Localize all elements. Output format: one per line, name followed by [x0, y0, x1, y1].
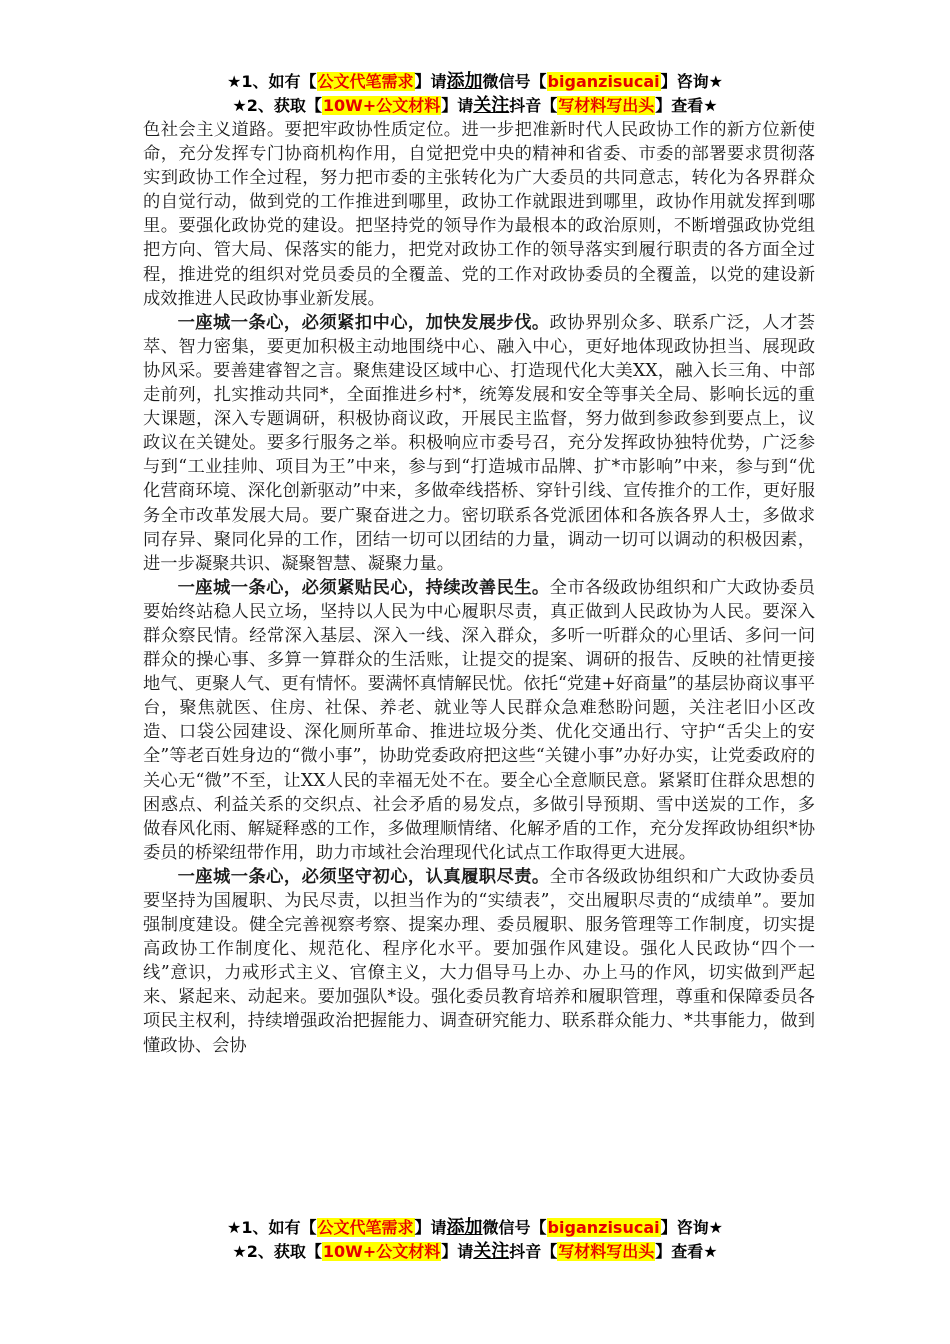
header-promo-banner: [0, 70, 950, 118]
footer-promo-banner: [0, 1216, 950, 1264]
promo-text: ★2、获取【: [232, 1242, 322, 1261]
paragraph-lead: 一座城一条心，必须坚守初心，认真履职尽责。: [177, 866, 550, 887]
promo-text: 】请: [441, 96, 474, 115]
promo-highlight: biganzisucai: [547, 1218, 660, 1237]
promo-text: 】请: [441, 1242, 474, 1261]
promo-emphasis: 关注: [473, 95, 510, 116]
promo-highlight: 写材料写出头: [558, 1242, 655, 1261]
promo-text: 微信号【: [482, 1218, 547, 1237]
paragraph-lead: 一座城一条心，必须紧贴民心，持续改善民生。: [177, 577, 550, 598]
promo-emphasis: 添加: [446, 1217, 483, 1238]
promo-text: ★1、如有【: [227, 1218, 317, 1237]
promo-text: 微信号【: [482, 72, 547, 91]
promo-text: ★1、如有【: [227, 72, 317, 91]
document-body: [143, 118, 815, 1058]
promo-highlight: 公文代笔需求: [317, 1218, 414, 1237]
promo-highlight: 公文代笔需求: [317, 72, 414, 91]
promo-text: 】查看★: [655, 1242, 718, 1261]
promo-text: 】请: [414, 72, 447, 91]
promo-highlight: 10W+公文材料: [322, 1242, 441, 1261]
paragraph-duty: [143, 865, 815, 1058]
promo-highlight: 10W+公文材料: [322, 96, 441, 115]
promo-text: 】查看★: [655, 96, 718, 115]
paragraph-continued: 色社会主义道路。要把牢政协性质定位。进一步把准新时代人民政协工作的新方位新使命，充分发挥专门协商机构作用，自觉把党中央的精神和省委、市委的部署要求贯彻落实到政协工作全过程，努力把市委的主张转化为广大委员的共同意志，转化为各界群众的自觉行动，做到党的工作推进到哪里，政协工作就跟进到哪里，政协作用就发挥到哪里。要强化政协党的建设。把坚持党的领导作为最根本的政治原则，不断增强政协党组把方向、管大局、保落实的能力，把党对政协工作的领导落实到履行职责的各方面全过程，推进党的组织对党员委员的全覆盖、党的工作对政协委员的全覆盖，以党的建设新成效推进人民政协事业新发展。: [143, 120, 815, 309]
paragraph-body: 全市各级政协组织和广大政协委员要坚持为国履职、为民尽责，以担当作为的“实绩表”，交出履职尽责的“成绩单”。要加强制度建设。健全完善视察考察、提案办理、委员履职、服务管理等工作制度，切实提高政协工作制度化、规范化、程序化水平。要加强作风建设。强化人民政协“四个一线”意识，力戒形式主义、官僚主义，大力倡导马上办、办上马的作风，切实做到严起来、紧起来、动起来。要加强队*设。强化委员教育培养和履职管理，尊重和保障委员各项民主权利，持续增强政治把握能力、调查研究能力、联系群众能力、*共事能力，做到懂政协、会协: [143, 866, 815, 1056]
promo-line-1: [0, 70, 950, 94]
promo-text: 】咨询★: [660, 72, 723, 91]
promo-text: 抖音【: [509, 96, 558, 115]
paragraph-center-focus: [143, 311, 815, 576]
promo-text: 抖音【: [509, 1242, 558, 1261]
promo-emphasis: 关注: [473, 1241, 510, 1262]
promo-highlight: 写材料写出头: [558, 96, 655, 115]
promo-text: 】请: [414, 1218, 447, 1237]
paragraph-lead: 一座城一条心，必须紧扣中心，加快发展步伐。: [177, 312, 550, 333]
promo-line-2: [0, 1240, 950, 1264]
promo-emphasis: 添加: [446, 71, 483, 92]
promo-line-1: [0, 1216, 950, 1240]
promo-line-2: [0, 94, 950, 118]
paragraph-body: 政协界别众多、联系广泛，人才荟萃、智力密集，要更加积极主动地围绕中心、融入中心，更好地体现政协担当、展现政协风采。要善建睿智之言。聚焦建设区域中心、打造现代化大美XX，融入长三角、中部走前列，扎实推动共同*，全面推进乡村*，统筹发展和安全等事关全局、影响长远的重大课题，深入专题调研，积极协商议政，开展民主监督，努力做到参政参到要点上，议政议在关键处。要多行服务之举。积极响应市委号召，充分发挥政协独特优势，广泛参与到“工业挂帅、项目为王”中来，参与到“打造城市品牌、扩*市影响”中来，参与到“优化营商环境、深化创新驱动”中来，多做牵线搭桥、穿针引线、宣传推介的工作，更好服务全市改革发展大局。要广聚奋进之力。密切联系各党派团体和各族各界人士，多做求同存异、聚同化异的工作，团结一切可以团结的力量，调动一切可以调动的积极因素，进一步凝聚共识、凝聚智慧、凝聚力量。: [143, 312, 815, 574]
paragraph-livelihood: [143, 576, 815, 865]
promo-text: 】咨询★: [660, 1218, 723, 1237]
paragraph-body: 全市各级政协组织和广大政协委员要始终站稳人民立场，坚持以人民为中心履职尽责，真正做到人民政协为人民。要深入群众察民情。经常深入基层、深入一线、深入群众，多听一听群众的心里话、多问一问群众的操心事、多算一算群众的生活账，让提交的提案、调研的报告、反映的社情更接地气、更聚人气、更有情怀。要满怀真情解民忧。依托“党建+好商量”的基层协商议事平台，聚焦就医、住房、社保、养老、就业等人民群众急难愁盼问题，关注老旧小区改造、口袋公园建设、深化厕所革命、推进垃圾分类、优化交通出行、守护“舌尖上的安全”等老百姓身边的“微小事”，协助党委政府把这些“关键小事”办好办实，让党委政府的关心无“微”不至，让XX人民的幸福无处不在。要全心全意顺民意。紧紧盯住群众思想的困惑点、利益关系的交织点、社会矛盾的易发点，多做引导预期、雪中送炭的工作，多做春风化雨、解疑释惑的工作，多做理顺情绪、化解矛盾的工作，充分发挥政协组织*协委员的桥梁纽带作用，助力市域社会治理现代化试点工作取得更大进展。: [143, 577, 815, 863]
promo-highlight: biganzisucai: [547, 72, 660, 91]
promo-text: ★2、获取【: [232, 96, 322, 115]
